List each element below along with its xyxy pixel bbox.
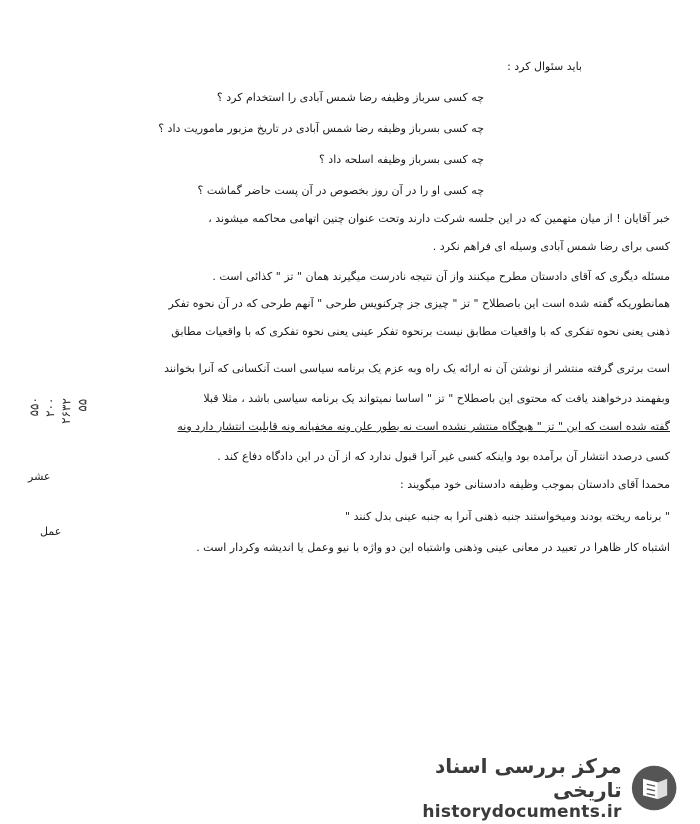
stamp-line-3: ۲۶۳۲ xyxy=(58,397,74,425)
watermark-title: مرکز بررسی اسناد تاریخی xyxy=(435,754,622,802)
watermark xyxy=(378,754,678,822)
margin-note-1: عشر xyxy=(28,470,51,483)
watermark-url: historydocuments.ir xyxy=(422,802,622,822)
doc-line-3: چه کسی بسرباز وظیفه رضا شمس آبادی در تاریخ مزبور ماموریت داد ؟ xyxy=(158,122,484,135)
doc-line-1: باید سئوال کرد : xyxy=(507,60,582,73)
doc-line-10: ذهنی یعنی نحوه تفکری که با واقعیات مطابق نیست برنحوه تفکر عینی یعنی نحوه تفکری که با واقعیات مطابق xyxy=(171,325,670,338)
doc-line-6: خبر آقایان ! از میان متهمین که در این جلسه شرکت دارند وتحت عنوان چنین اتهامی محاکمه میشوند ، xyxy=(208,212,670,225)
doc-line-4: چه کسی بسرباز وظیفه اسلحه داد ؟ xyxy=(318,153,484,166)
stamp-line-2: ۲۰۰ xyxy=(42,397,58,418)
watermark-text xyxy=(378,754,622,822)
stamp-line-4: ۵۵ xyxy=(75,398,90,412)
doc-line-2: چه کسی سرباز وظیفه رضا شمس آبادی را استخدام کرد ؟ xyxy=(216,91,484,104)
doc-line-17: اشتباه کار ظاهرا در تعبید در معانی عینی وذهنی واشتباه این دو واژه با نیو وعمل یا اندیشه وکردار است . xyxy=(196,541,670,554)
doc-line-14: کسی درصدد انتشار آن برآمده بود واینکه کسی غیر آنرا قبول ندارد که از آن در این دادگاه دفاع کند . xyxy=(217,450,670,463)
margin-note-2: عمل xyxy=(40,525,62,538)
doc-line-13: گفته شده است که این " تز " هیچگاه منتشر نشده است نه بطور علن ونه مخفیانه ونه قابلیت انتشار دارد ونه xyxy=(177,420,670,433)
doc-line-9: همانطوریکه گفته شده است این باصطلاح " تز " چیزی جز چرکنویس طرحی " آنهم طرحی که در آن نحوه تفکر xyxy=(168,297,670,310)
archive-book-icon xyxy=(630,762,678,814)
handwritten-stamp xyxy=(25,397,96,437)
doc-line-8: مسئله دیگری که آقای دادستان مطرح میکنند واز آن نتیجه نادرست میگیرند همان " تز " کذائی است . xyxy=(212,270,670,283)
doc-line-11: است برتری گرفته منتشر از نوشتن آن نه ارائه یک راه وبه عزم یک برنامه سیاسی است آنکسانی که آنرا بخوانند xyxy=(164,362,670,375)
doc-line-5: چه کسی او را در آن روز بخصوص در آن پست حاضر گماشت ؟ xyxy=(197,184,484,197)
doc-line-12: وبفهمند درخواهند یافت که محتوی این باصطلاح " تز " اساسا نمیتواند یک برنامه سیاسی باشد ، مثلا قبلا xyxy=(203,392,670,405)
stamp-line-1: ۵۵۰ xyxy=(27,396,42,417)
doc-line-16: " برنامه ریخته بودند ومیخواستند جنبه ذهنی آنرا به جنبه عینی بدل کنند " xyxy=(345,510,670,523)
doc-line-15: محمدا آقای دادستان بموجب وظیفه دادستانی خود میگویند : xyxy=(400,478,670,491)
doc-line-7: کسی برای رضا شمس آبادی وسیله ای فراهم نکرد . xyxy=(432,240,670,253)
